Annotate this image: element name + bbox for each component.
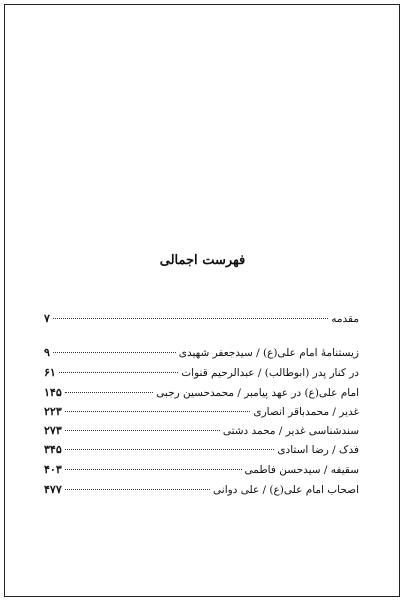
toc-entry-title: در کنار پدر (ابوطالب) / عبدالرحیم قنوات (181, 367, 359, 379)
toc-entry-page: ۱۴۵ (44, 386, 62, 399)
toc-entry-page: ۳۴۵ (44, 443, 62, 456)
toc-entry[interactable] (44, 386, 359, 402)
toc-entry-page: ۲۲۳ (44, 405, 62, 418)
toc-entry-title: غدیر / محمدباقر انصاری (253, 406, 359, 418)
dot-leader (53, 352, 176, 353)
dot-leader (65, 430, 220, 431)
toc-entry-title: امام علی(ع) در عهد پیامبر / محمدحسین رجبی (156, 387, 359, 399)
toc-entry-page: ۴۰۳ (44, 463, 62, 476)
dot-leader (59, 372, 178, 373)
dot-leader (65, 449, 275, 450)
toc-entry-title: فدک / رضا استادی (277, 444, 359, 456)
toc-entry-page: ۷ (44, 312, 50, 325)
toc-entry[interactable] (44, 366, 359, 382)
dot-leader (65, 489, 210, 490)
dot-leader (65, 392, 153, 393)
toc-entry-page: ۶۱ (44, 366, 56, 379)
toc-entry[interactable] (44, 463, 359, 479)
toc-entry-title: سندشناسی غدیر / محمد دشتی (222, 425, 359, 437)
page-title: فهرست اجمالی (159, 253, 246, 268)
dot-leader (53, 318, 328, 319)
toc-entry-introduction[interactable] (44, 312, 359, 328)
toc-entry-title: سقیفه / سیدحسن فاطمی (244, 464, 359, 476)
dot-leader (65, 469, 242, 470)
toc-entry[interactable] (44, 424, 359, 440)
toc-entry[interactable] (44, 483, 359, 499)
dot-leader (65, 411, 251, 412)
page-border (4, 4, 400, 597)
toc-entry-page: ۲۷۳ (44, 424, 62, 437)
toc-entry-title: اصحاب امام علی(ع) / علی دوانی (213, 484, 359, 496)
toc-entry-page: ۴۷۷ (44, 483, 62, 496)
toc-entry[interactable] (44, 443, 359, 459)
toc-entry-title: زیستنامهٔ امام علی(ع) / سیدجعفر شهیدی (178, 347, 359, 359)
toc-entry-page: ۹ (44, 346, 50, 359)
toc-entry-title: مقدمه (331, 313, 359, 325)
toc-entry[interactable] (44, 346, 359, 362)
toc-entry[interactable] (44, 405, 359, 421)
